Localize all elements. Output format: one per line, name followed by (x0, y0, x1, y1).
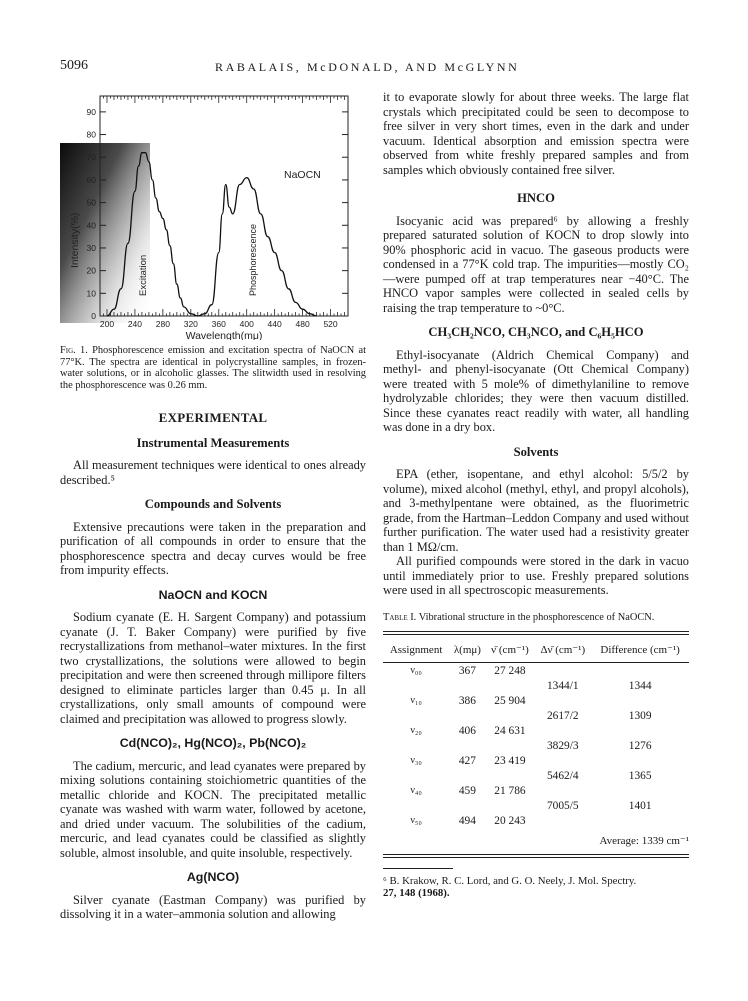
x-tick-label: 200 (99, 319, 115, 329)
table-row-delta (383, 709, 689, 724)
footnote-text: ⁶ B. Krakow, R. C. Lord, and G. O. Neely, J. Mol. Spectry. (383, 874, 637, 887)
y-tick-label: 50 (86, 197, 96, 208)
cell-lambda: 427 (458, 755, 476, 768)
cell-assignment: ν₂₀ (410, 725, 422, 737)
right-column (383, 90, 689, 900)
cell-nu: 24 631 (494, 725, 526, 738)
paragraph-instrumental: All measurement techniques were identical to ones already described.⁵ (60, 458, 366, 487)
y-tick-label: 20 (86, 265, 96, 276)
subheading-naocn: NaOCN and KOCN (158, 587, 268, 602)
footnote-text-2: 27, 148 (1968). (383, 887, 450, 900)
y-tick-label: 30 (86, 242, 96, 253)
table-caption-label: Table I. (383, 611, 417, 623)
left-column (60, 345, 366, 922)
y-tick-label: 90 (86, 106, 96, 117)
table-bottom-rule (383, 854, 689, 858)
table-row (383, 784, 689, 799)
header-nu: ν̄ (cm⁻¹) (491, 644, 529, 657)
cell-assignment: ν₁₀ (410, 695, 422, 707)
cell-lambda: 367 (458, 665, 476, 678)
table-row (383, 724, 689, 739)
cell-nu: 25 904 (494, 695, 526, 708)
x-axis-label: Wavelength(mμ) (185, 330, 263, 340)
paragraph-metal-cyanates: The cadium, mercuric, and lead cyanates were prepared by mixing solutions containing stoichiometric quantities of the metallic chloride and KOCN. The precipitated metallic cyanate was washed with warm water, followed by acetone, and dried under vacuum. The solubilities of the cadium, mercuric, and lead cyanates could be classified as slightly soluble, almost insoluble, and quite insoluble, respectively. (60, 758, 366, 860)
phosphorescence-label: Phosphorescence (248, 223, 258, 296)
table-row (383, 754, 689, 769)
header-lambda: λ(mμ) (453, 644, 481, 657)
figure-caption-label: Fig. 1. (60, 345, 88, 356)
excitation-label: Excitation (138, 254, 149, 296)
table-average: Average: 1339 cm⁻¹ (599, 835, 689, 848)
cell-delta-nu: 5462/4 (546, 770, 579, 783)
table-header-row (383, 641, 689, 660)
running-head: RABALAIS, McDONALD, AND McGLYNN (215, 60, 520, 74)
table-row-delta (383, 739, 689, 754)
table-row-delta (383, 799, 689, 814)
table-row (383, 694, 689, 709)
header-difference: Difference (cm⁻¹) (600, 644, 680, 657)
footnote-rule (383, 868, 453, 869)
cell-difference: 1344 (628, 680, 652, 693)
table-row-delta (383, 769, 689, 784)
subheading-ag: Ag(NCO) (186, 870, 240, 885)
page-number: 5096 (60, 58, 88, 73)
table-row-delta (383, 679, 689, 694)
paragraph-solvents-1: EPA (ether, isopentane, and ethyl alcohol: 5/5/2 by volume), mixed alcohol (methyl, ethyl, and propyl alcohols), and 3-methylpentane were obtained, as the fluorimetric grade, from the Hartman–Leddon Company and used without further purification. The water used had a resistivity greater than 1 MΩ/cm. (383, 467, 689, 554)
cell-nu: 23 419 (494, 755, 526, 768)
cell-difference: 1276 (628, 740, 652, 753)
cell-delta-nu: 3829/3 (546, 740, 579, 753)
paragraph-compounds: Extensive precautions were taken in the preparation and purification of all compounds in order to ensure that the phosphorescence spectra and decay curves would be free from impurity effects. (60, 519, 366, 578)
paragraph-hnco: Isocyanic acid was prepared⁶ by allowing a freshly prepared saturated solution of KOCN to drop slowly into 90% phosphoric acid in vacuo. The gaseous products were condensed in a 77°K cold trap. The impurities—mostly CO₂—were pumped off at trap temperatures near −40°C. The HNCO vapor samples were collected in sealed cells by raising the trap temperature to ~0°C. (383, 213, 689, 315)
table-row (383, 664, 689, 679)
x-tick-label: 320 (183, 319, 198, 329)
x-tick-label: 360 (211, 319, 226, 329)
cell-assignment: ν₄₀ (410, 785, 422, 797)
subheading-compounds: Compounds and Solvents (144, 497, 282, 512)
table-caption (383, 612, 689, 624)
cell-difference: 1309 (628, 710, 652, 723)
paragraph-isocyanates: Ethyl-isocyanate (Aldrich Chemical Company) and methyl- and phenyl-isocyanate (Ott Chemical Company) were treated with 5 mole% of dimethylaniline to remove hydrolyzable chlorides; they were then vacuum distilled. Since these cyanates react readily with water, all handling was done in a dry box. (383, 347, 689, 434)
footnote (383, 875, 689, 900)
paragraph-ag: Silver cyanate (Eastman Company) was purified by dissolving it in a water–ammonia solution and allowing (60, 892, 366, 922)
header-delta-nu: Δν̄ (cm⁻¹) (540, 644, 586, 657)
table-row (383, 814, 689, 829)
table-caption-text: Vibrational structure in the phosphorescence of NaOCN. (416, 611, 655, 623)
paragraph-ag-continued: it to evaporate slowly for about three weeks. The large flat crystals which precipitated could be seen to decompose to free silver in very short times, even in the dark and under vacuum. Identical absorption and emission spectra were observed from white freshly prepared samples and from samples which obviously contained free silver. (383, 90, 689, 177)
y-tick-label: 10 (86, 288, 96, 299)
cell-assignment: ν₃₀ (410, 755, 422, 767)
y-tick-label: 80 (86, 129, 96, 140)
x-tick-label: 240 (127, 319, 143, 329)
y-tick-label: 40 (86, 220, 96, 231)
figure-caption (60, 345, 366, 391)
cell-lambda: 494 (458, 815, 476, 828)
figure-caption-text: Phosphorescence emission and excitation spectra of NaOCN at 77°K. The spectra are identical in polycrystalline samples, in frozen-water solutions, or in alcoholic glasses. The slitwidth used in resolving the phosphorescence was 0.26 mm. (60, 345, 367, 391)
cell-delta-nu: 7005/5 (546, 800, 579, 813)
cell-lambda: 386 (458, 695, 476, 708)
cell-difference: 1365 (628, 770, 652, 783)
cell-assignment: ν₅₀ (410, 815, 422, 827)
x-tick-label: 280 (155, 319, 170, 329)
subheading-solvents: Solvents (513, 444, 559, 459)
cell-nu: 21 786 (494, 785, 526, 798)
subheading-instrumental: Instrumental Measurements (136, 435, 290, 450)
x-tick-label: 400 (239, 319, 254, 329)
y-tick-label: 70 (86, 152, 96, 163)
series-label-naocn: NaOCN (284, 169, 321, 181)
subheading-hnco: HNCO (517, 191, 555, 205)
cell-delta-nu: 2617/2 (546, 710, 579, 723)
paragraph-solvents-2: All purified compounds were stored in the dark in vacuo until immediately prior to use. Freshly prepared solutions were used in all spectroscopic measurements. (383, 554, 689, 597)
y-axis-label: Intensity(%) (69, 212, 81, 268)
spectra-chart (60, 88, 368, 340)
cell-delta-nu: 1344/1 (546, 680, 579, 693)
subheading-isocyanates: CH₃CH₂NCO, CH₃NCO, and C₆H₅HCO (428, 325, 644, 339)
cell-difference: 1401 (628, 800, 652, 813)
cell-lambda: 406 (458, 725, 476, 738)
section-heading-experimental: EXPERIMENTAL (158, 410, 268, 426)
x-tick-label: 520 (323, 319, 338, 329)
vibrational-table (383, 641, 689, 829)
cell-nu: 20 243 (494, 815, 526, 828)
header-assignment: Assignment (389, 644, 443, 657)
x-tick-label: 440 (267, 319, 282, 329)
y-tick-label: 0 (91, 311, 96, 321)
paragraph-naocn: Sodium cyanate (E. H. Sargent Company) and potassium cyanate (J. T. Baker Company) were purified by five recrystallizations from methanol–water mixtures. In the first two crystallizations, the solutions were allowed to begin precipitation and were then screened through millipore filters designed to eliminate particles larger than 0.45 μ. In all crystallizations, only small amounts of compound were claimed and precipitation was allowed to progress slowly. (60, 610, 366, 726)
subheading-metal-cyanates: Cd(NCO)₂, Hg(NCO)₂, Pb(NCO)₂ (119, 736, 307, 751)
table-top-rule (383, 631, 689, 635)
cell-nu: 27 248 (494, 665, 526, 678)
y-tick-label: 60 (86, 174, 96, 185)
x-tick-label: 480 (295, 319, 310, 329)
cell-assignment: ν₀₀ (410, 665, 422, 677)
cell-lambda: 459 (458, 785, 476, 798)
